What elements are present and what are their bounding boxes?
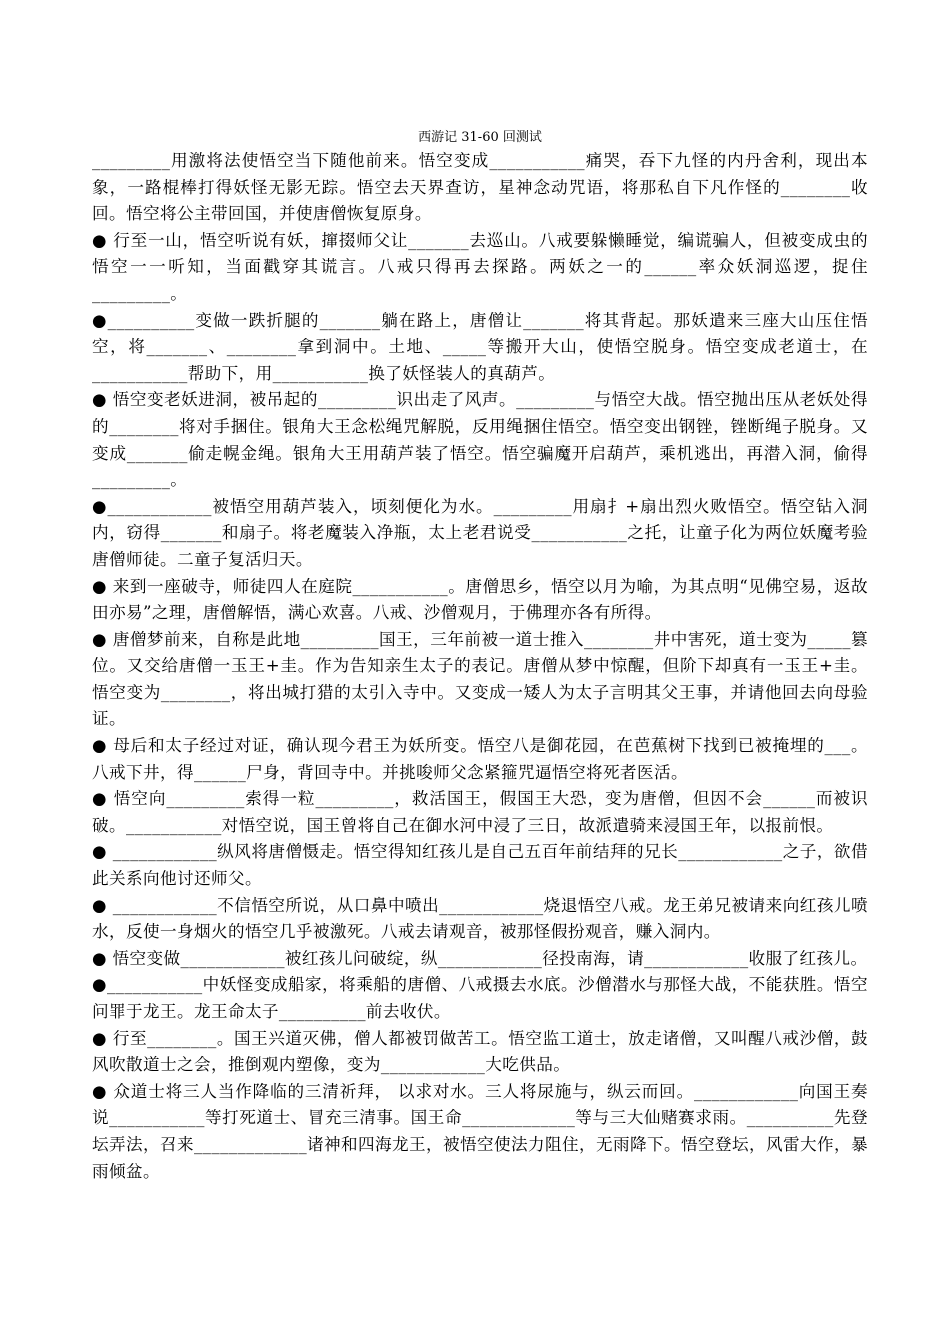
paragraph-3: ●__________变做一跌折腿的_______躺在路上，唐僧让_______将其背起。那妖遣来三座大山压住悟空，将_______、________拿到洞中。土地、_____等搬开大山，使悟空脱身。悟空变成老道士，在___________帮助下，用___________换了妖怪装人的真葫芦。 — [92, 310, 868, 383]
paragraph-2: ● 行至一山，悟空听说有妖，撺掇师父让_______去巡山。八戒要躲懒睡觉，编谎骗人，但被变成虫的悟空一一听知，当面戳穿其谎言。八戒只得再去探路。两妖之一的______率众妖洞巡逻，捉住_________。 — [92, 230, 868, 303]
paragraph-9: ● 悟空向_________索得一粒_________，救活国王，假国王大恐，变为唐僧，但因不会______而被识破。___________对悟空说，国王曾将自己在御水河中浸了三日，故派遣骑来浸国王年，以报前恨。 — [92, 789, 868, 835]
paragraph-12: ● 悟空变做____________被红孩儿问破绽，纵____________径投南海，请____________收服了红孩儿。 — [92, 948, 868, 968]
paragraph-7: ● 唐僧梦前来，自称是此地_________国王，三年前被一道士推入________井中害死，道士变为_____篡位。又交给唐僧一玉王+圭。作为告知亲生太子的表记。唐僧从梦中惊醒，但阶下却真有一玉王+圭。悟空变为________，将出城打猎的太引入寺中。又变成一矮人为太子言明其父王事，并请他回去向母验证。 — [92, 629, 868, 729]
paragraph-11: ● ____________不信悟空所说，从口鼻中喷出____________烧退悟空八戒。龙王弟兄被请来向红孩儿喷水，反使一身烟火的悟空几乎被激死。八戒去请观音，被那怪假扮观音，赚入洞内。 — [92, 895, 868, 942]
paragraph-4: ● 悟空变老妖进洞，被吊起的_________识出走了风声。_________与悟空大战。悟空抛出压从老妖处得的________将对手捆住。银角大王念松绳咒解脱，反用绳捆住悟空。悟空变出钢锉，锉断绳子脱身。又变成_______偷走幌金绳。银角大王用葫芦装了悟空。悟空骗魔开启葫芦，乘机逃出，再潜入洞，偷得_________。 — [92, 390, 868, 490]
paragraph-8: ● 母后和太子经过对证，确认现今君王为妖所变。悟空八是御花园，在芭蕉树下找到已被掩埋的___。八戒下井，得______尸身，背回寺中。并挑唆师父念紧箍咒逼悟空将死者医活。 — [92, 736, 868, 782]
paragraph-15: ● 众道士将三人当作降临的三清祈拜， 以求对水。三人将尿施与，纵云而回。____________向国王奏说___________等打死道士、冒充三清事。国王命_____________等与三大仙赌赛求雨。__________先登坛弄法，召来_____________诸神和四海龙王，被悟空使法力阻住，无雨降下。悟空登坛，风雷大作，暴雨倾盆。 — [92, 1081, 868, 1181]
paragraph-1: _________用激将法使悟空当下随他前来。悟空变成___________痛哭，吞下九怪的内丹舍利，现出本象，一路棍棒打得妖怪无影无踪。悟空去天界查访，星神念动咒语，将那私自下凡作怪的________收回。悟空将公主带回国，并使唐僧恢复原身。 — [92, 151, 868, 224]
document-page — [92, 128, 868, 1185]
paragraph-13: ●___________中妖怪变成船家，将乘船的唐僧、八戒摄去水底。沙僧潜水与那怪大战，不能获胜。悟空问罪于龙王。龙王命太子__________前去收伏。 — [92, 975, 868, 1021]
document-title: 西游记 31-60 回测试 — [418, 130, 542, 145]
paragraph-14: ● 行至________。国王兴道灭佛，僧人都被罚做苦工。悟空监工道士，放走诸僧，又叫醒八戒沙僧，鼓风吹散道士之会，推倒观内塑像，变为____________大吃供品。 — [92, 1028, 868, 1075]
paragraph-10: ● ____________纵风将唐僧慑走。悟空得知红孩儿是自己五百年前结拜的兄长____________之子，欲借此关系向他讨还师父。 — [92, 842, 868, 889]
paragraph-5: ●____________被悟空用葫芦装入，顷刻便化为水。_________用扇扌+扇出烈火败悟空。悟空钻入洞内，窃得_______和扇子。将老魔装入净瓶，太上老君说受___________之托，让童子化为两位妖魔考验唐僧师徒。二童子复活归天。 — [92, 496, 868, 569]
paragraph-6: ● 来到一座破寺，师徒四人在庭院___________。唐僧思乡，悟空以月为喻，为其点明“见佛空易，返故田亦易”之理，唐僧解悟，满心欢喜。八戒、沙僧观月，于佛理亦各有所得。 — [92, 576, 868, 623]
